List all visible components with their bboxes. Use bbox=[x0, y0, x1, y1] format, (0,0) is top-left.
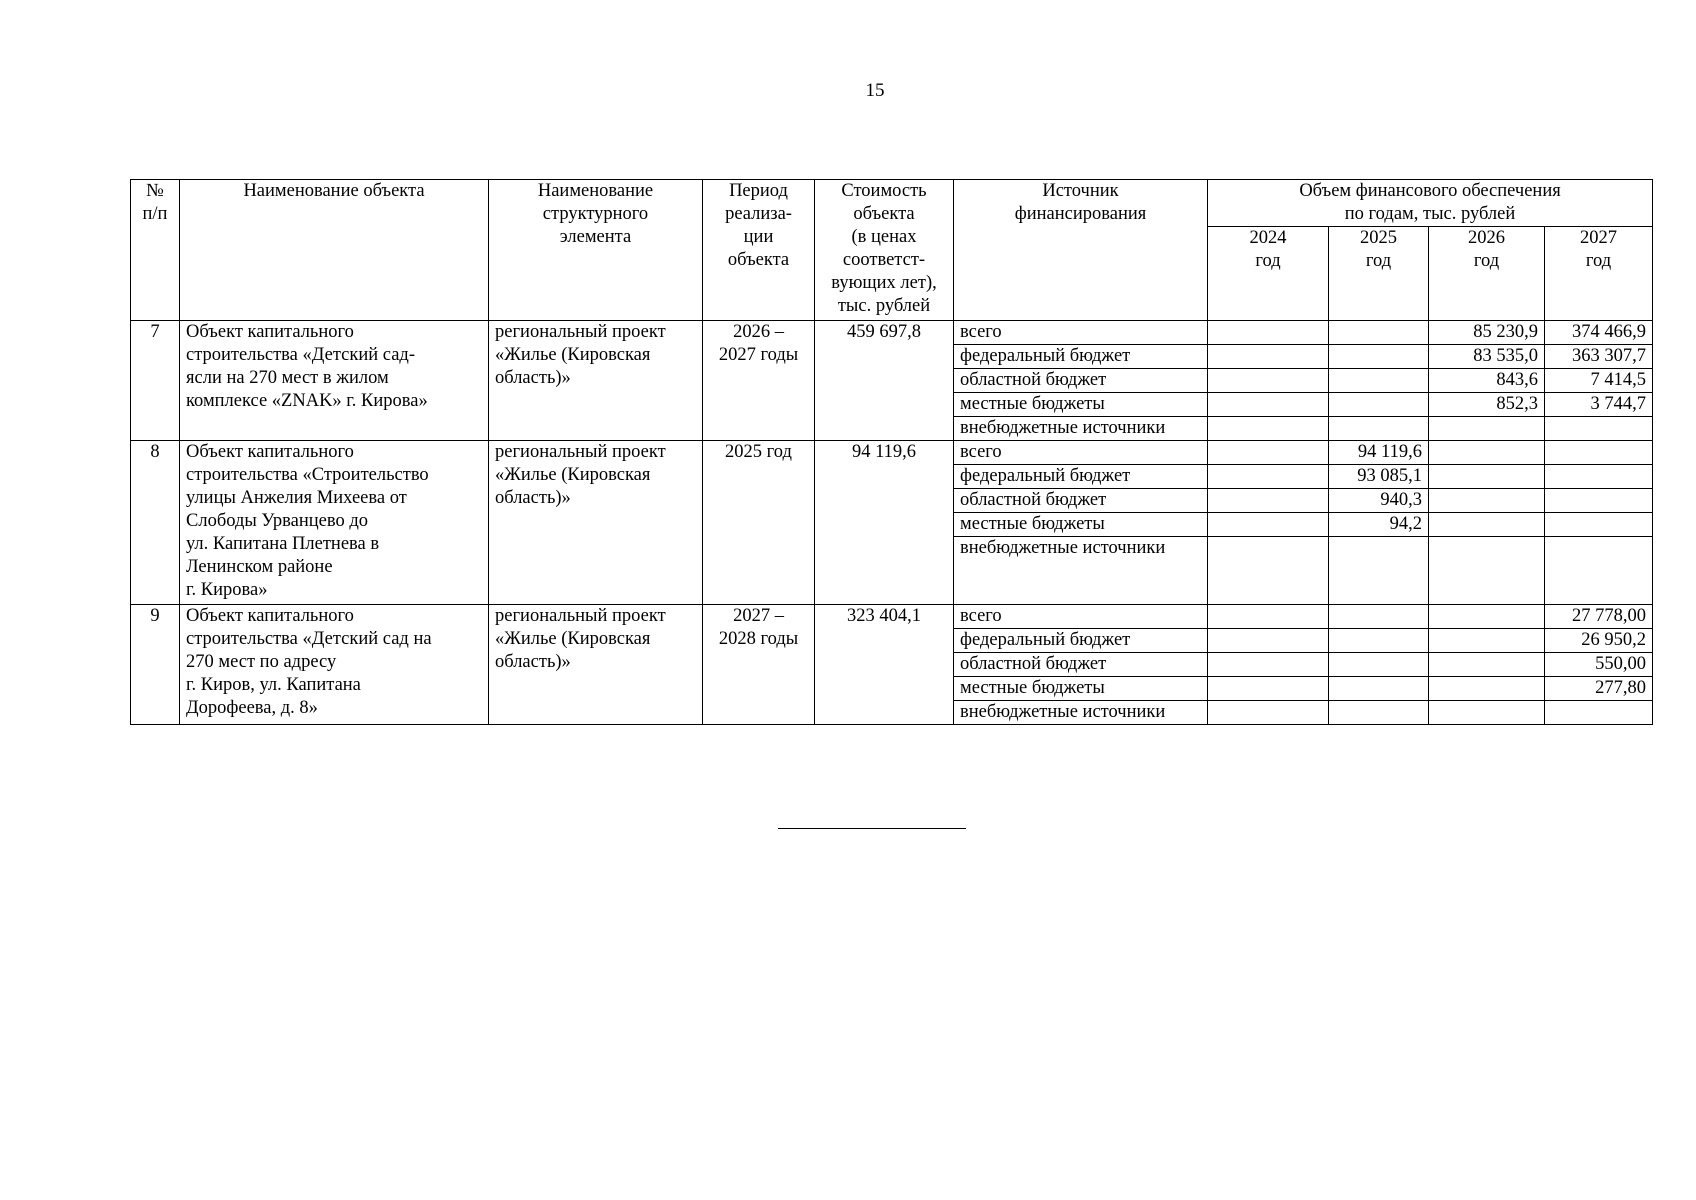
value-2025 bbox=[1329, 629, 1429, 653]
value-2025 bbox=[1329, 677, 1429, 701]
bottom-divider-line bbox=[778, 828, 966, 829]
value-2024 bbox=[1208, 369, 1329, 393]
page-number: 15 bbox=[865, 80, 885, 101]
value-2025: 93 085,1 bbox=[1329, 465, 1429, 489]
value-2024 bbox=[1208, 677, 1329, 701]
header-year-2026: 2026 год bbox=[1429, 227, 1545, 321]
header-year-2024: 2024 год bbox=[1208, 227, 1329, 321]
funding-source: внебюджетные источники bbox=[954, 701, 1208, 725]
value-2026 bbox=[1429, 537, 1545, 605]
value-2027: 27 778,00 bbox=[1545, 605, 1653, 629]
value-2026 bbox=[1429, 441, 1545, 465]
cost: 323 404,1 bbox=[815, 605, 954, 725]
value-2026: 852,3 bbox=[1429, 393, 1545, 417]
value-2024 bbox=[1208, 653, 1329, 677]
value-2026 bbox=[1429, 629, 1545, 653]
value-2027: 374 466,9 bbox=[1545, 321, 1653, 345]
period: 2025 год bbox=[703, 441, 815, 605]
value-2027 bbox=[1545, 441, 1653, 465]
header-num: № п/п bbox=[131, 180, 180, 321]
object-num: 7 bbox=[131, 321, 180, 441]
value-2026: 85 230,9 bbox=[1429, 321, 1545, 345]
table-row bbox=[131, 441, 1653, 465]
object-name: Объект капитального строительства «Строительство улицы Анжелия Михеева от Слободы Урванцево до ул. Капитана Плетнева в Ленинском районе г. Кирова» bbox=[180, 441, 489, 605]
value-2027 bbox=[1545, 417, 1653, 441]
value-2025 bbox=[1329, 417, 1429, 441]
value-2027: 3 744,7 bbox=[1545, 393, 1653, 417]
value-2024 bbox=[1208, 513, 1329, 537]
value-2026 bbox=[1429, 605, 1545, 629]
cost: 459 697,8 bbox=[815, 321, 954, 441]
header-year-2027: 2027 год bbox=[1545, 227, 1653, 321]
funding-source: всего bbox=[954, 321, 1208, 345]
cost: 94 119,6 bbox=[815, 441, 954, 605]
header-funding-source: Источник финансирования bbox=[954, 180, 1208, 321]
header-financing-volume: Объем финансового обеспечения по годам, тыс. рублей bbox=[1208, 180, 1653, 227]
value-2024 bbox=[1208, 489, 1329, 513]
period: 2026 – 2027 годы bbox=[703, 321, 815, 441]
value-2027: 550,00 bbox=[1545, 653, 1653, 677]
value-2027 bbox=[1545, 537, 1653, 605]
object-num: 9 bbox=[131, 605, 180, 725]
value-2027 bbox=[1545, 513, 1653, 537]
value-2025 bbox=[1329, 537, 1429, 605]
value-2025 bbox=[1329, 653, 1429, 677]
value-2026 bbox=[1429, 513, 1545, 537]
header-year-2025: 2025 год bbox=[1329, 227, 1429, 321]
funding-source: федеральный бюджет bbox=[954, 465, 1208, 489]
value-2026 bbox=[1429, 701, 1545, 725]
value-2025 bbox=[1329, 321, 1429, 345]
funding-source: федеральный бюджет bbox=[954, 629, 1208, 653]
value-2024 bbox=[1208, 701, 1329, 725]
funding-source: всего bbox=[954, 605, 1208, 629]
value-2026 bbox=[1429, 489, 1545, 513]
value-2024 bbox=[1208, 629, 1329, 653]
value-2025 bbox=[1329, 393, 1429, 417]
value-2026 bbox=[1429, 677, 1545, 701]
structural-element: региональный проект «Жилье (Кировская область)» bbox=[489, 321, 703, 441]
object-name: Объект капитального строительства «Детский сад на 270 мест по адресу г. Киров, ул. Капитана Дорофеева, д. 8» bbox=[180, 605, 489, 725]
value-2026 bbox=[1429, 417, 1545, 441]
funding-source: федеральный бюджет bbox=[954, 345, 1208, 369]
financing-table bbox=[130, 179, 1653, 725]
value-2025 bbox=[1329, 605, 1429, 629]
value-2025: 940,3 bbox=[1329, 489, 1429, 513]
value-2024 bbox=[1208, 537, 1329, 605]
value-2025: 94,2 bbox=[1329, 513, 1429, 537]
funding-source: внебюджетные источники bbox=[954, 417, 1208, 441]
funding-source: всего bbox=[954, 441, 1208, 465]
funding-source: местные бюджеты bbox=[954, 513, 1208, 537]
value-2027: 277,80 bbox=[1545, 677, 1653, 701]
value-2024 bbox=[1208, 345, 1329, 369]
value-2025 bbox=[1329, 369, 1429, 393]
object-name: Объект капитального строительства «Детский сад- ясли на 270 мест в жилом комплексе «ZNAK» г. Кирова» bbox=[180, 321, 489, 441]
funding-source: внебюджетные источники bbox=[954, 537, 1208, 605]
value-2024 bbox=[1208, 441, 1329, 465]
funding-source: областной бюджет bbox=[954, 653, 1208, 677]
structural-element: региональный проект «Жилье (Кировская область)» bbox=[489, 441, 703, 605]
value-2027: 7 414,5 bbox=[1545, 369, 1653, 393]
header-cost: Стоимость объекта (в ценах соответст- вующих лет), тыс. рублей bbox=[815, 180, 954, 321]
value-2024 bbox=[1208, 321, 1329, 345]
value-2024 bbox=[1208, 605, 1329, 629]
value-2025 bbox=[1329, 701, 1429, 725]
table-row bbox=[131, 605, 1653, 629]
funding-source: областной бюджет bbox=[954, 369, 1208, 393]
header-structural-element: Наименование структурного элемента bbox=[489, 180, 703, 321]
header-object-name: Наименование объекта bbox=[180, 180, 489, 321]
value-2027 bbox=[1545, 465, 1653, 489]
value-2026 bbox=[1429, 465, 1545, 489]
table-row bbox=[131, 321, 1653, 345]
value-2027: 363 307,7 bbox=[1545, 345, 1653, 369]
period: 2027 – 2028 годы bbox=[703, 605, 815, 725]
value-2027 bbox=[1545, 701, 1653, 725]
value-2024 bbox=[1208, 465, 1329, 489]
value-2027 bbox=[1545, 489, 1653, 513]
value-2025: 94 119,6 bbox=[1329, 441, 1429, 465]
value-2024 bbox=[1208, 417, 1329, 441]
value-2026: 83 535,0 bbox=[1429, 345, 1545, 369]
value-2026 bbox=[1429, 653, 1545, 677]
value-2025 bbox=[1329, 345, 1429, 369]
funding-source: областной бюджет bbox=[954, 489, 1208, 513]
structural-element: региональный проект «Жилье (Кировская область)» bbox=[489, 605, 703, 725]
value-2024 bbox=[1208, 393, 1329, 417]
value-2027: 26 950,2 bbox=[1545, 629, 1653, 653]
object-num: 8 bbox=[131, 441, 180, 605]
header-row bbox=[131, 180, 1653, 227]
funding-source: местные бюджеты bbox=[954, 677, 1208, 701]
value-2026: 843,6 bbox=[1429, 369, 1545, 393]
header-period: Период реализа- ции объекта bbox=[703, 180, 815, 321]
funding-source: местные бюджеты bbox=[954, 393, 1208, 417]
